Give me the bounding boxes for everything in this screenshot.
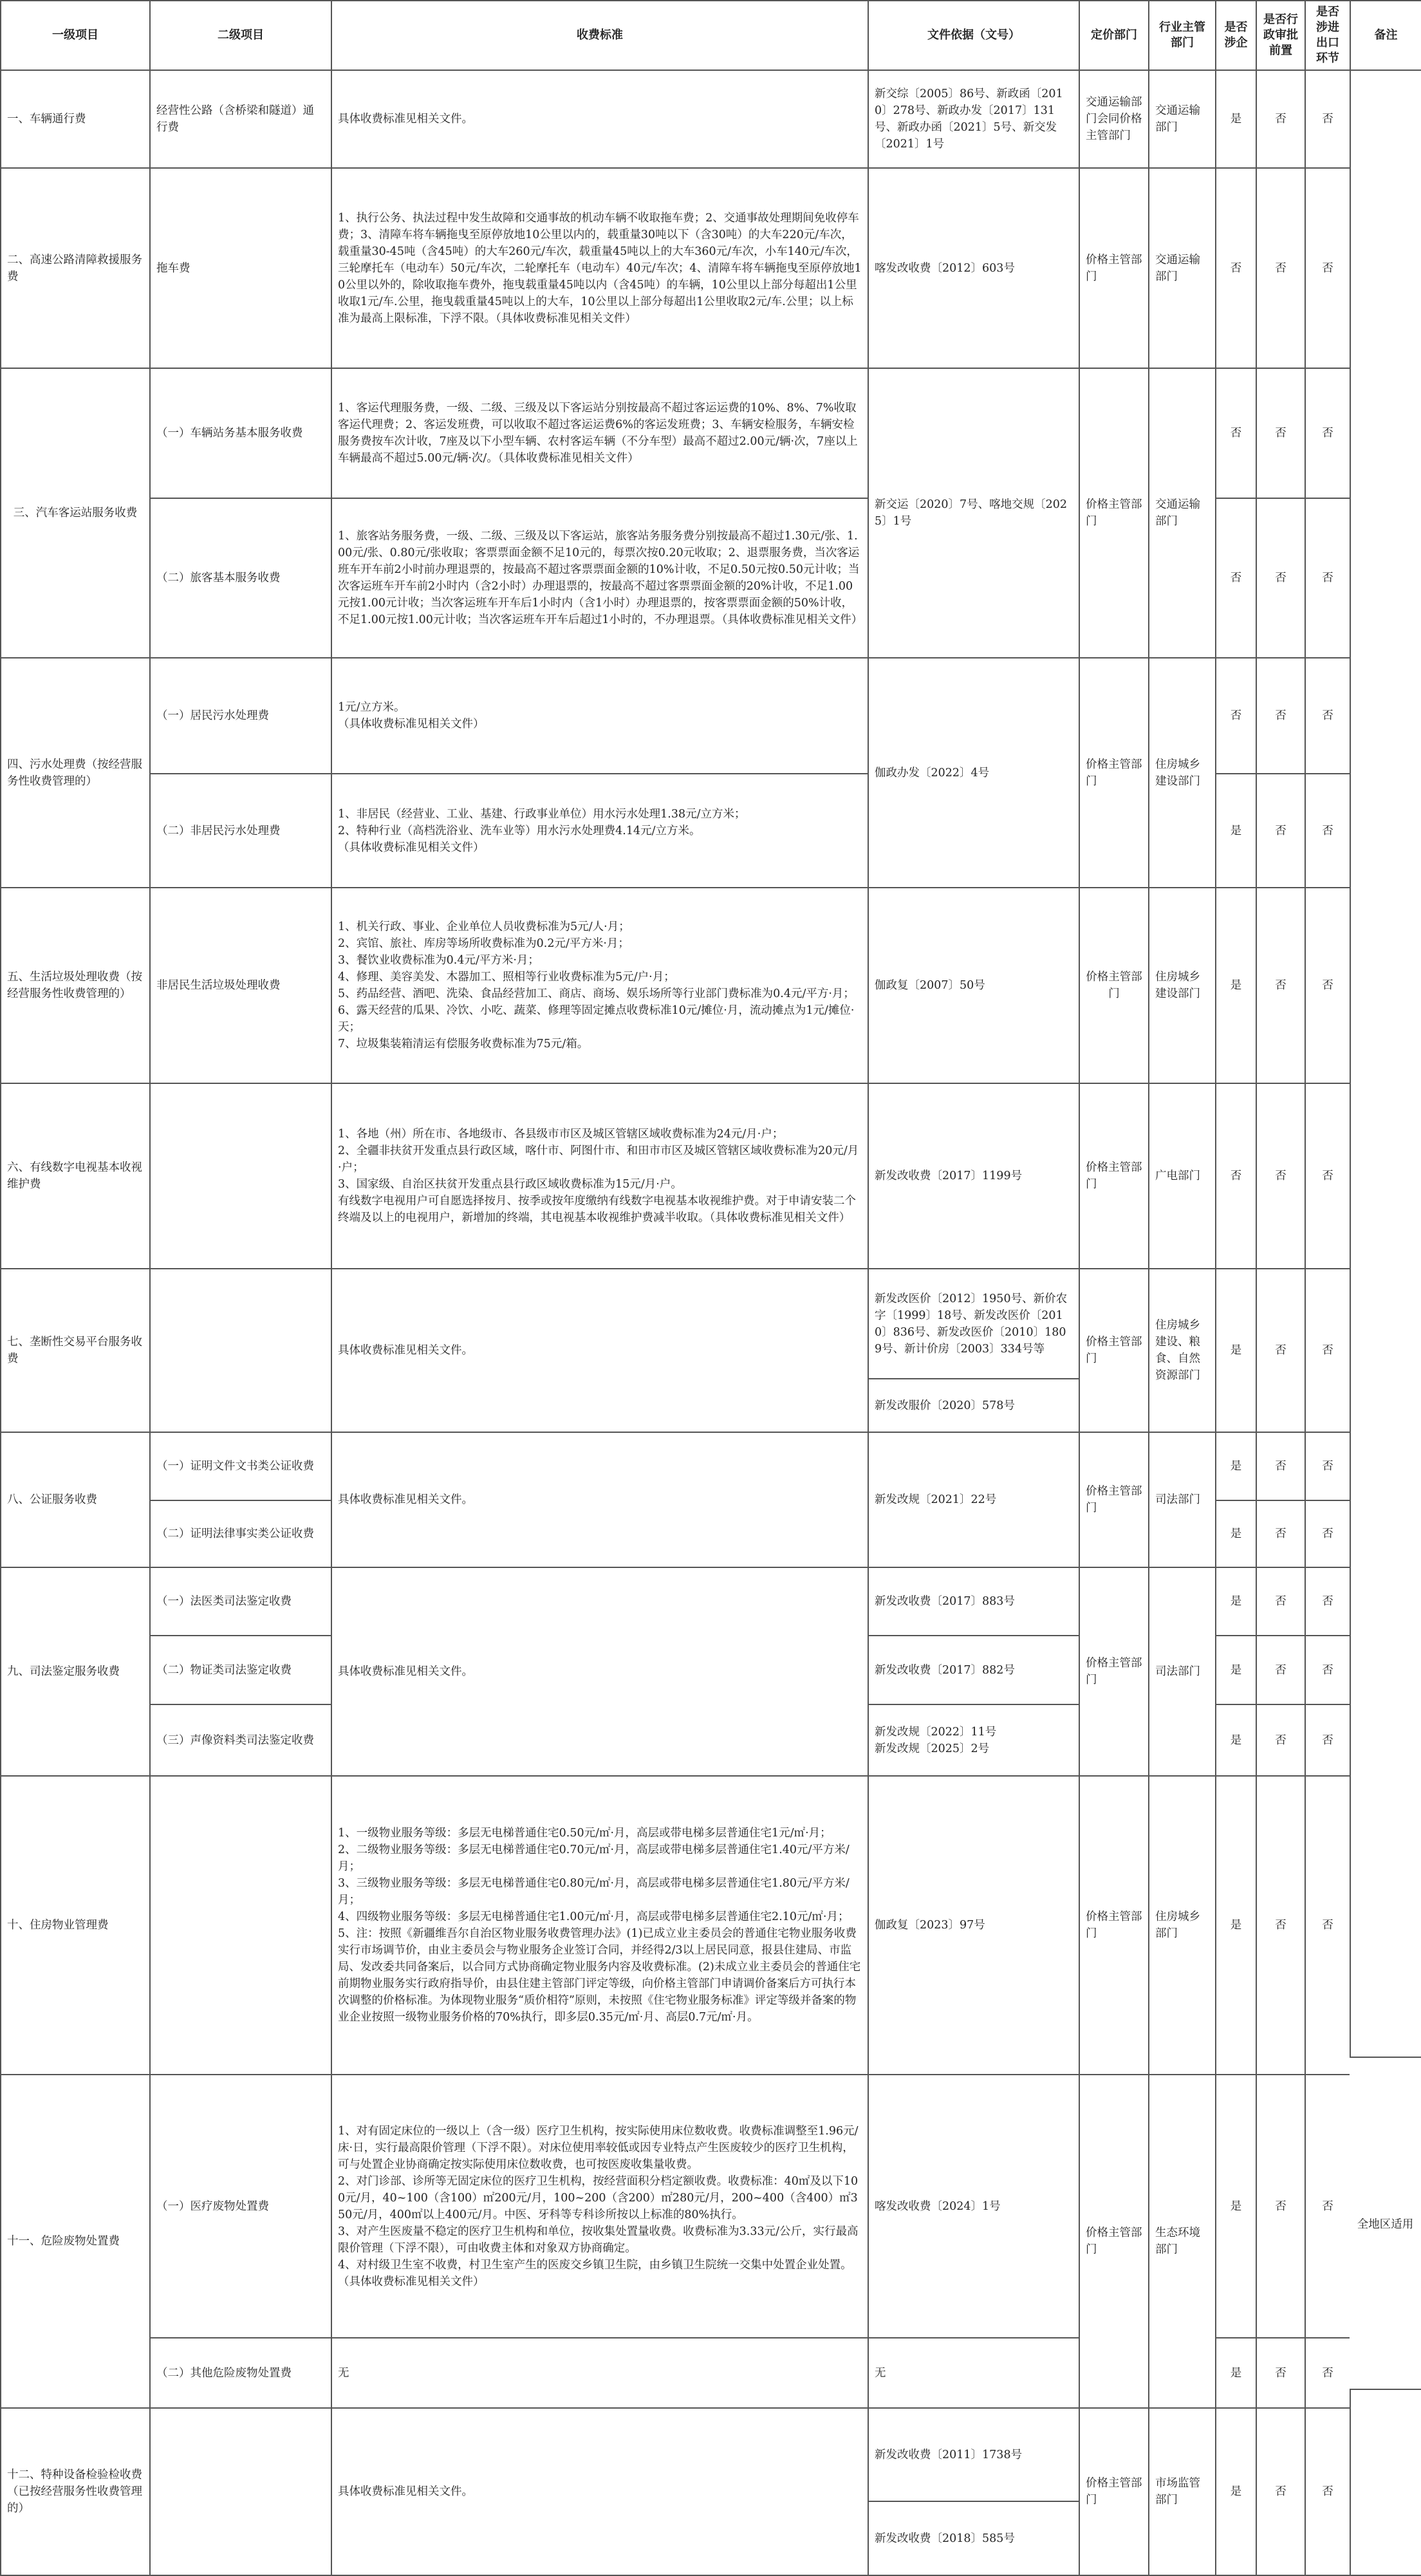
industry-dept-cell: 住房城乡建设部门 [1149, 658, 1216, 888]
enterprise-cell: 是 [1216, 1704, 1256, 1776]
import-export-cell: 否 [1305, 774, 1350, 888]
standard-line: 1元/立方米。 [338, 701, 405, 714]
level2-cell [150, 1083, 331, 1269]
standard-line: 1、各地（州）所在市、各地级市、各县级市市区及城区管辖区域收费标准为24元/月·户； [338, 1128, 784, 1141]
import-export-cell: 否 [1305, 1432, 1350, 1500]
admin-approval-cell: 否 [1256, 888, 1305, 1083]
admin-approval-cell: 否 [1256, 2338, 1305, 2408]
basis-cell: 喀发改收费〔2012〕603号 [868, 168, 1079, 368]
industry-dept-cell: 司法部门 [1149, 1567, 1216, 1776]
level2-cell: （二）物证类司法鉴定收费 [150, 1636, 331, 1704]
import-export-cell: 否 [1305, 2408, 1350, 2575]
standard-line: 2、全疆非扶贫开发重点县行政区域，喀什市、阿图什市、和田市市区及城区管辖区域收费标准为20元/月·户； [338, 1144, 859, 1174]
basis-cell: 新发改收费〔2017〕882号 [868, 1636, 1079, 1704]
table-row [1, 368, 1421, 498]
standard-line: 有线数字电视用户可自愿选择按月、按季或按年度缴纳有线数字电视基本收视维护费。对于申请安装二个终端及以上的电视用户，新增加的终端，其电视基本收视维护费减半收取。（具体收费标准见相关文件） [338, 1195, 856, 1224]
basis-cell [868, 1704, 1079, 1776]
standard-line: 2、特种行业（高档洗浴业、洗车业等）用水污水处理费4.14元/立方米。 [338, 824, 701, 837]
level1-cell: 十一、危险废物处置费 [1, 2075, 150, 2408]
level2-cell: （一）居民污水处理费 [150, 658, 331, 774]
standard-cell: 具体收费标准见相关文件。 [331, 1432, 868, 1567]
table-row [1, 1776, 1421, 2075]
enterprise-cell: 是 [1216, 2338, 1256, 2408]
level1-cell: 十二、特种设备检验检收费（已按经营服务性收费管理的） [1, 2408, 150, 2575]
industry-dept-cell: 交通运输部门 [1149, 70, 1216, 168]
level1-cell: 七、垄断性交易平台服务收费 [1, 1269, 150, 1432]
standard-cell: 具体收费标准见相关文件。 [331, 70, 868, 168]
standard-cell [331, 1776, 868, 2075]
standard-cell: 具体收费标准见相关文件。 [331, 2408, 868, 2575]
header-import-export: 是否涉进出口环节 [1305, 1, 1350, 70]
import-export-cell: 否 [1305, 1269, 1350, 1432]
level2-cell: （三）声像资料类司法鉴定收费 [150, 1704, 331, 1776]
level1-cell: 二、高速公路清障救援服务费 [1, 168, 150, 368]
import-export-cell: 否 [1305, 368, 1350, 498]
level1-cell: 十、住房物业管理费 [1, 1776, 150, 2075]
standard-line: 4、四级物业服务等级：多层无电梯普通住宅1.00元/㎡·月，高层或带电梯多层普通住宅2.10元/㎡·月； [338, 1910, 850, 1923]
header-level1: 一级项目 [1, 1, 150, 70]
remarks-text: 全地区适用 [1357, 2217, 1414, 2231]
level1-cell: 九、司法鉴定服务收费 [1, 1567, 150, 1776]
import-export-cell: 否 [1305, 168, 1350, 368]
enterprise-cell: 是 [1216, 1567, 1256, 1636]
header-standard: 收费标准 [331, 1, 868, 70]
import-export-cell: 否 [1305, 1636, 1350, 1704]
pricing-dept-cell: 价格主管部门 [1079, 1776, 1149, 2075]
pricing-dept-cell: 价格主管部门 [1079, 368, 1149, 658]
level2-cell [150, 1269, 331, 1432]
admin-approval-cell: 否 [1256, 1636, 1305, 1704]
table-row [1, 1083, 1421, 1269]
pricing-dept-cell: 价格主管部门 [1079, 1432, 1149, 1567]
standard-line: 4、修理、美容美发、木器加工、照相等行业收费标准为5元/户·月； [338, 971, 675, 984]
header-level2: 二级项目 [150, 1, 331, 70]
pricing-dept-cell: 价格主管部门 [1079, 658, 1149, 888]
level1-cell: 一、车辆通行费 [1, 70, 150, 168]
basis-cell: 新发改收费〔2017〕1199号 [868, 1083, 1079, 1269]
enterprise-cell: 是 [1216, 2075, 1256, 2338]
basis-cell: 新发改服价〔2020〕578号 [868, 1379, 1079, 1432]
standard-cell [331, 658, 868, 774]
standard-cell [331, 2075, 868, 2338]
import-export-cell: 否 [1305, 2075, 1350, 2338]
level1-cell: 四、污水处理费（按经营服务性收费管理的） [1, 658, 150, 888]
enterprise-cell: 是 [1216, 1269, 1256, 1432]
enterprise-cell: 是 [1216, 1432, 1256, 1500]
industry-dept-cell: 市场监管部门 [1149, 2408, 1216, 2575]
header-admin-approval: 是否行政审批前置 [1256, 1, 1305, 70]
admin-approval-cell: 否 [1256, 70, 1305, 168]
level1-cell: 六、有线数字电视基本收视维护费 [1, 1083, 150, 1269]
standard-cell: 1、旅客站务服务费，一级、二级、三级及以下客运站，旅客站务服务费分别按最高不超过1.30元/张、1.00元/张、0.80元/张收取；客票票面金额不足10元的，每票次按0.20元收取；2、退票服务费，当次客运班车开车前2小时前办理退票的，按最高不超过客票票面金额的10%计收，不足0.50元按0.50元计收；当次客运班车开车前2小时内（含2小时）办理退票的，按最高不超过客票票面金额的20%计收，不足1.00元按1.00元计收；当次客运班车开车后1小时内（含1小时）办理退票的，按客票票面金额的50%计收，不足1.00元按1.00元计收；当次客运班车开车后超过1小时的，不办理退票。（具体收费标准见相关文件） [331, 498, 868, 658]
admin-approval-cell: 否 [1256, 658, 1305, 774]
standard-line: 1、一级物业服务等级：多层无电梯普通住宅0.50元/㎡·月，高层或带电梯多层普通住宅1元/㎡·月； [338, 1827, 831, 1840]
standard-line: 3、对产生医废量不稳定的医疗卫生机构和单位，按收集处置量收费。收费标准为3.33元/公斤，实行最高限价管理（下浮不限），可由收费主体和对象双方协商确定。 [338, 2225, 859, 2255]
industry-dept-cell: 交通运输部门 [1149, 368, 1216, 658]
level2-cell: （一）证明文件文书类公证收费 [150, 1432, 331, 1500]
enterprise-cell: 否 [1216, 658, 1256, 774]
standard-line: （具体收费标准见相关文件） [338, 718, 485, 731]
import-export-cell: 否 [1305, 1776, 1350, 2075]
industry-dept-cell: 住房城乡建设部门 [1149, 888, 1216, 1083]
level1-cell: 三、汽车客运站服务收费 [1, 368, 150, 658]
industry-dept-cell: 住房城乡部门 [1149, 1776, 1216, 2075]
header-basis: 文件依据（文号） [868, 1, 1079, 70]
standard-line: 7、垃圾集装箱清运有偿服务收费标准为75元/箱。 [338, 1038, 589, 1050]
standard-line: 3、国家级、自治区扶贫开发重点县行政区域收费标准为15元/月·户。 [338, 1178, 682, 1191]
import-export-cell: 否 [1305, 2338, 1350, 2408]
admin-approval-cell: 否 [1256, 1083, 1305, 1269]
standard-line: 2、宾馆、旅社、库房等场所收费标准为0.2元/平方米·月； [338, 937, 629, 950]
basis-cell: 新交综〔2005〕86号、新政函〔2010〕278号、新政办发〔2017〕131号、新政办函〔2021〕5号、新交发〔2021〕1号 [868, 70, 1079, 168]
pricing-dept-cell: 交通运输部门会同价格主管部门 [1079, 70, 1149, 168]
basis-cell: 新发改收费〔2011〕1738号 [868, 2408, 1079, 2501]
standard-line: 2、对门诊部、诊所等无固定床位的医疗卫生机构，按经营面积分档定额收费。收费标准：40㎡及以下100元/月，40~100（含100）㎡200元/月，100~200（含200）㎡280元/月，200~400（含400）㎡350元/月，400㎡以上400元/月。中医、牙科等专科诊所按以上标准的80%执行。 [338, 2174, 859, 2221]
level2-cell: 经营性公路（含桥梁和隧道）通行费 [150, 70, 331, 168]
table-row [1, 2075, 1421, 2338]
enterprise-cell: 否 [1216, 168, 1256, 368]
industry-dept-cell: 广电部门 [1149, 1083, 1216, 1269]
basis-cell: 伽政复〔2023〕97号 [868, 1776, 1079, 2075]
import-export-cell: 否 [1305, 1083, 1350, 1269]
standard-cell [331, 888, 868, 1083]
standard-cell [331, 1083, 868, 1269]
import-export-cell: 否 [1305, 1704, 1350, 1776]
remarks-region [1350, 2057, 1421, 2390]
level2-cell: （一）车辆站务基本服务收费 [150, 368, 331, 498]
header-row [1, 1, 1421, 70]
admin-approval-cell: 否 [1256, 1776, 1305, 2075]
industry-dept-cell: 生态环境部门 [1149, 2075, 1216, 2408]
header-remarks: 备注 [1350, 1, 1421, 70]
pricing-dept-cell: 价格主管部门 [1079, 2408, 1149, 2575]
level2-cell [150, 1776, 331, 2075]
import-export-cell: 否 [1305, 1567, 1350, 1636]
standard-cell: 具体收费标准见相关文件。 [331, 1567, 868, 1776]
standard-line: 5、药品经营、酒吧、洗染、食品经营加工、商店、商场、娱乐场所等行业部门费标准为0.4元/平方·月； [338, 987, 855, 1000]
pricing-dept-cell: 价格主管部门 [1079, 888, 1149, 1083]
standard-cell: 具体收费标准见相关文件。 [331, 1269, 868, 1432]
enterprise-cell: 是 [1216, 1500, 1256, 1567]
basis-cell: 无 [868, 2338, 1079, 2408]
basis-cell: 新发改规〔2021〕22号 [868, 1432, 1079, 1567]
basis-cell: 新发改医价〔2012〕1950号、新价农字〔1999〕18号、新发改医价〔2010〕836号、新发改医价〔2010〕1809号、新计价房〔2003〕334号等 [868, 1269, 1079, 1379]
table-row [1, 2408, 1421, 2501]
admin-approval-cell: 否 [1256, 1432, 1305, 1500]
import-export-cell: 否 [1305, 70, 1350, 168]
industry-dept-cell: 司法部门 [1149, 1432, 1216, 1567]
table-row [1, 70, 1421, 168]
standard-cell: 无 [331, 2338, 868, 2408]
enterprise-cell: 是 [1216, 774, 1256, 888]
level2-cell: （二）旅客基本服务收费 [150, 498, 331, 658]
level2-cell: （二）非居民污水处理费 [150, 774, 331, 888]
table-row [1, 1269, 1421, 1379]
industry-dept-cell: 交通运输部门 [1149, 168, 1216, 368]
standard-cell: 1、执行公务、执法过程中发生故障和交通事故的机动车辆不收取拖车费；2、交通事故处理期间免收停车费；3、清障车将车辆拖曳至原停放地10公里以内的，载重量30吨以下（含30吨）的大车220元/车次，载重量30-45吨（含45吨）的大车260元/车次，载重量45吨以上的大车360元/车次，小车140元/车次，三轮摩托车（电动车）50元/车次，二轮摩托车（电动车）40元/车次；4、清障车将车辆拖曳至原停放地10公里以外的，除收取拖车费外，拖曳载重量45吨以内（含45吨）的车辆，10公里以上部分每超出1公里收取1元/车.公里，拖曳载重量45吨以上的大车，10公里以上部分每超出1公里收取2元/车.公里；以上标准为最高上限标准，下浮不限。（具体收费标准见相关文件） [331, 168, 868, 368]
table-row [1, 888, 1421, 1083]
standard-line: 2、二级物业服务等级：多层无电梯普通住宅0.70元/㎡·月，高层或带电梯多层普通住宅1.40元/平方米/月； [338, 1843, 850, 1873]
basis-cell: 新发改收费〔2018〕585号 [868, 2501, 1079, 2575]
standard-line: 1、对有固定床位的一级以上（含一级）医疗卫生机构，按实际使用床位数收费。收费标准调整至1.96元/床·日，实行最高限价管理（下浮不限）。对床位使用率较低或因专业特点产生医废较少的医疗卫生机构，可与处置企业协商确定按实际使用床位数收费，也可按医废收集量收费。 [338, 2124, 859, 2171]
admin-approval-cell: 否 [1256, 498, 1305, 658]
admin-approval-cell: 否 [1256, 1704, 1305, 1776]
admin-approval-cell: 否 [1256, 1269, 1305, 1432]
standard-cell [331, 774, 868, 888]
level1-cell: 五、生活垃圾处理收费（按经营服务性收费管理的） [1, 888, 150, 1083]
standard-line: 3、餐饮业收费标准为0.4元/平方米·月； [338, 954, 539, 967]
pricing-dept-cell: 价格主管部门 [1079, 1083, 1149, 1269]
level2-cell [150, 2408, 331, 2575]
admin-approval-cell: 否 [1256, 168, 1305, 368]
admin-approval-cell: 否 [1256, 368, 1305, 498]
enterprise-cell: 否 [1216, 368, 1256, 498]
admin-approval-cell: 否 [1256, 1567, 1305, 1636]
level2-cell: （一）医疗废物处置费 [150, 2075, 331, 2338]
basis-cell: 伽政办发〔2022〕4号 [868, 658, 1079, 888]
level2-cell: （二）其他危险废物处置费 [150, 2338, 331, 2408]
standard-line: （具体收费标准见相关文件） [338, 841, 485, 854]
import-export-cell: 否 [1305, 888, 1350, 1083]
basis-line: 新发改规〔2025〕2号 [875, 1742, 990, 1755]
pricing-dept-cell: 价格主管部门 [1079, 1269, 1149, 1432]
basis-cell: 新交运〔2020〕7号、喀地交规〔2025〕1号 [868, 368, 1079, 658]
import-export-cell: 否 [1305, 498, 1350, 658]
standard-line: 1、非居民（经营业、工业、基建、行政事业单位）用水污水处理1.38元/立方米； [338, 807, 746, 821]
pricing-dept-cell: 价格主管部门 [1079, 1567, 1149, 1776]
level2-cell: （二）证明法律事实类公证收费 [150, 1500, 331, 1567]
enterprise-cell: 是 [1216, 1776, 1256, 2075]
admin-approval-cell: 否 [1256, 2075, 1305, 2338]
standard-line: 1、机关行政、事业、企业单位人员收费标准为5元/人·月； [338, 920, 630, 933]
admin-approval-cell: 否 [1256, 774, 1305, 888]
enterprise-cell: 否 [1216, 498, 1256, 658]
level2-cell: 非居民生活垃圾处理收费 [150, 888, 331, 1083]
level2-cell: （一）法医类司法鉴定收费 [150, 1567, 331, 1636]
industry-dept-cell: 住房城乡建设、粮食、自然资源部门 [1149, 1269, 1216, 1432]
standard-line: 6、露天经营的瓜果、冷饮、小吃、蔬菜、修理等固定摊点收费标准10元/摊位·月，流动摊点为1元/摊位·天； [338, 1004, 855, 1034]
header-enterprise: 是否涉企 [1216, 1, 1256, 70]
table-row [1, 168, 1421, 368]
standard-line: 5、注：按照《新疆维吾尔自治区物业服务收费管理办法》(1)已成立业主委员会的普通住宅物业服务收费实行市场调节价，由业主委员会与物业服务企业签订合同，并经得2/3以上居民同意，报县住建局、市监局、发改委共同备案后，以合同方式协商确定物业服务内容及收费标准。(2)未成立业主委员会的普通住宅前期物业服务实行政府指导价，由县住建主管部门评定等级，向价格主管部门申请调价备案后方可执行本次调整的价格标准。为体现物业服务“质价相符”原则，未按照《住宅物业服务标准》评定等级并备案的物业企业按照一级物业服务价格的70%执行，即多层0.35元/㎡·月、高层0.7元/㎡·月。 [338, 1927, 861, 2024]
enterprise-cell: 是 [1216, 888, 1256, 1083]
pricing-dept-cell: 价格主管部门 [1079, 2075, 1149, 2408]
pricing-dept-cell: 价格主管部门 [1079, 168, 1149, 368]
basis-line: 新发改规〔2022〕11号 [875, 1725, 997, 1739]
standard-line: 4、对村级卫生室不收费，村卫生室产生的医废交乡镇卫生院，由乡镇卫生院统一交集中处置企业处置。（具体收费标准见相关文件） [338, 2258, 852, 2288]
admin-approval-cell: 否 [1256, 2408, 1305, 2575]
enterprise-cell: 是 [1216, 70, 1256, 168]
header-pricing-dept: 定价部门 [1079, 1, 1149, 70]
enterprise-cell: 是 [1216, 2408, 1256, 2575]
standard-cell: 1、客运代理服务费，一级、二级、三级及以下客运站分别按最高不超过客运运费的10%、8%、7%收取客运代理费；2、客运发班费，可以收取不超过客运运费6%的客运发班费；3、车辆安检服务，车辆安检服务费按车次计收，7座及以下小型车辆、农村客运车辆（不分车型）最高不超过2.00元/辆·次，7座以上车辆最高不超过5.00元/辆·次/。（具体收费标准见相关文件） [331, 368, 868, 498]
table-row [1, 1567, 1421, 1636]
table-row [1, 1432, 1421, 1500]
import-export-cell: 否 [1305, 658, 1350, 774]
level1-cell: 八、公证服务收费 [1, 1432, 150, 1567]
basis-cell: 新发改收费〔2017〕883号 [868, 1567, 1079, 1636]
header-industry-dept: 行业主管部门 [1149, 1, 1216, 70]
enterprise-cell: 是 [1216, 1636, 1256, 1704]
enterprise-cell: 否 [1216, 1083, 1256, 1269]
admin-approval-cell: 否 [1256, 1500, 1305, 1567]
basis-cell: 伽政复〔2007〕50号 [868, 888, 1079, 1083]
level2-cell: 拖车费 [150, 168, 331, 368]
basis-cell: 喀发改收费〔2024〕1号 [868, 2075, 1079, 2338]
import-export-cell: 否 [1305, 1500, 1350, 1567]
standard-line: 3、三级物业服务等级：多层无电梯普通住宅0.80元/㎡·月，高层或带电梯多层普通住宅1.80元/平方米/月； [338, 1877, 850, 1907]
table-row [1, 658, 1421, 774]
